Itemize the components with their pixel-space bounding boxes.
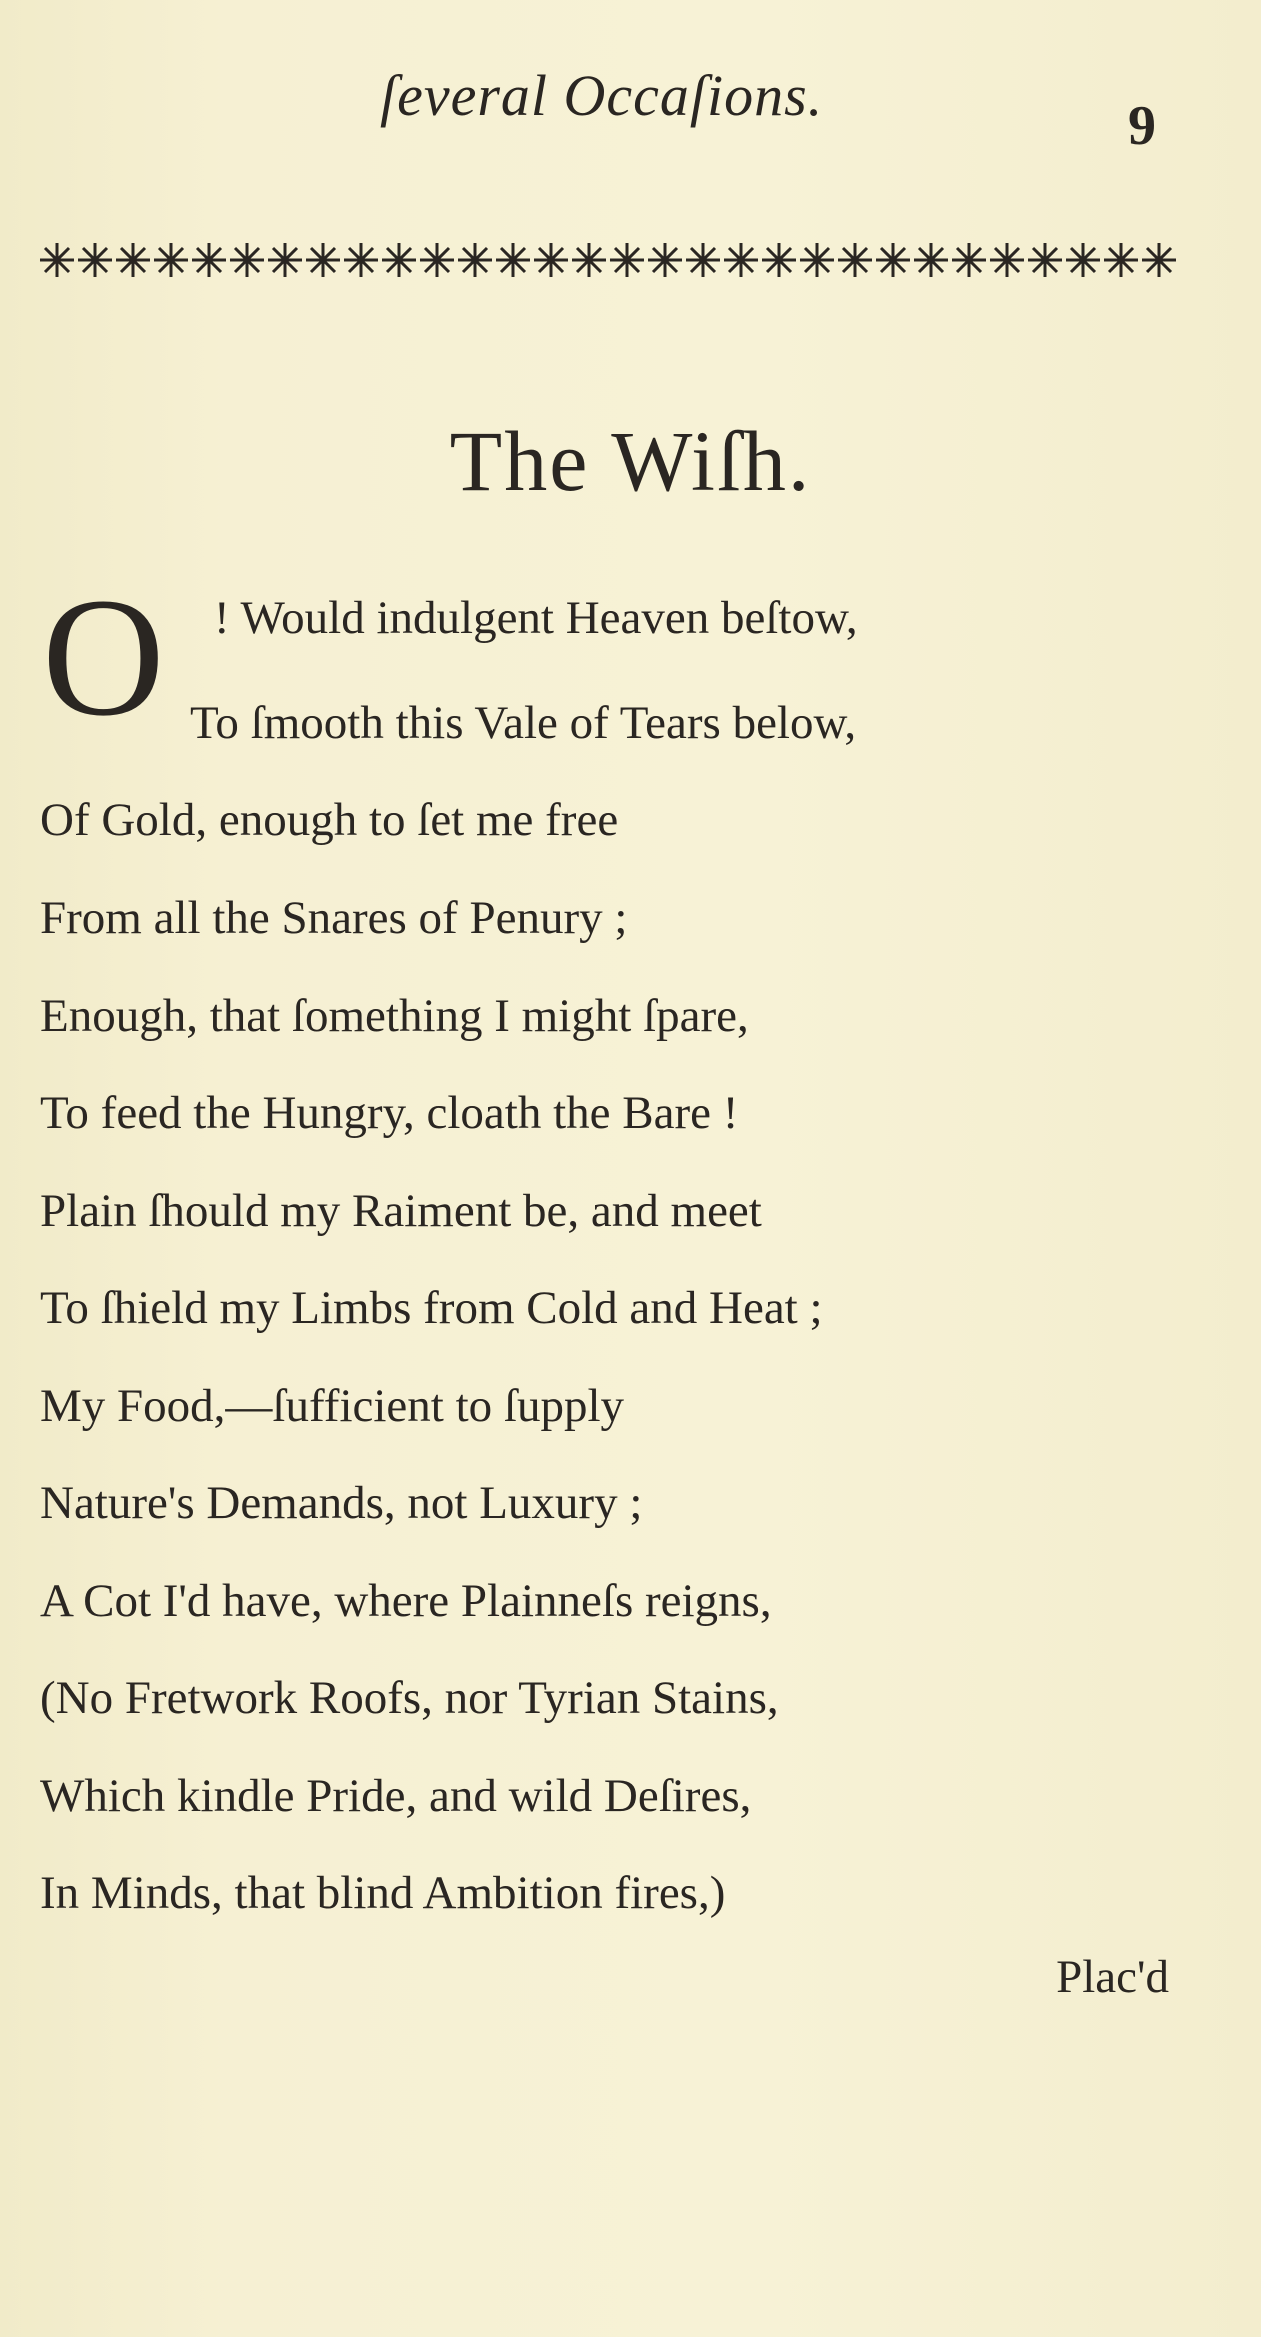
- ornament-star: [534, 243, 568, 277]
- poem-line: Plain ſhould my Raiment be, and meet: [40, 1185, 762, 1237]
- ornament-star: [496, 243, 530, 277]
- poem-line: Of Gold, enough to ſet me free: [40, 794, 619, 846]
- ornament-star: [876, 243, 910, 277]
- ornament-star: [154, 243, 188, 277]
- poem-line: My Food,—ſufficient to ſupply: [40, 1380, 625, 1432]
- ornament-star: [344, 243, 378, 277]
- poem-line: From all the Snares of Penury ;: [40, 892, 628, 944]
- catchword: Plac'd: [1056, 1951, 1169, 2003]
- ornament-star: [458, 243, 492, 277]
- ornament-star: [1028, 243, 1062, 277]
- running-head: ſeveral Occaſions.: [380, 63, 824, 128]
- poem-line: A Cot I'd have, where Plainneſs reigns,: [40, 1575, 772, 1627]
- ornament-star: [306, 243, 340, 277]
- ornament-border: [38, 232, 1178, 288]
- ornament-star: [78, 243, 112, 277]
- ornament-star: [762, 243, 796, 277]
- ornament-star: [648, 243, 682, 277]
- ornament-star: [40, 243, 74, 277]
- ornament-star: [192, 243, 226, 277]
- ornament-star: [1104, 243, 1138, 277]
- ornament-star: [990, 243, 1024, 277]
- ornament-star: [1066, 243, 1100, 277]
- ornament-star: [572, 243, 606, 277]
- ornament-star: [268, 243, 302, 277]
- poem-title: The Wiſh.: [449, 413, 812, 509]
- poem-line: ! Would indulgent Heaven beſtow,: [214, 592, 858, 644]
- ornament-star: [914, 243, 948, 277]
- poem-line: To feed the Hungry, cloath the Bare !: [40, 1087, 739, 1139]
- ornament-star: [382, 243, 416, 277]
- poem-line: Enough, that ſomething I might ſpare,: [40, 990, 749, 1042]
- ornament-star: [724, 243, 758, 277]
- ornament-star: [230, 243, 264, 277]
- poem-line: (No Fretwork Roofs, nor Tyrian Stains,: [40, 1672, 779, 1724]
- poem-line: To ſmooth this Vale of Tears below,: [190, 697, 857, 749]
- drop-cap: O: [42, 563, 165, 751]
- ornament-star: [686, 243, 720, 277]
- ornament-star: [1142, 243, 1176, 277]
- poem-line: Nature's Demands, not Luxury ;: [40, 1477, 643, 1529]
- page-number: 9: [1128, 95, 1156, 157]
- ornament-star: [800, 243, 834, 277]
- poem-line: Which kindle Pride, and wild Deſires,: [40, 1770, 752, 1822]
- ornament-star: [420, 243, 454, 277]
- poem-line: To ſhield my Limbs from Cold and Heat ;: [40, 1282, 823, 1334]
- ornament-star: [838, 243, 872, 277]
- poem-line: In Minds, that blind Ambition fires,): [40, 1867, 726, 1919]
- ornament-star: [952, 243, 986, 277]
- ornament-star: [116, 243, 150, 277]
- ornament-star: [610, 243, 644, 277]
